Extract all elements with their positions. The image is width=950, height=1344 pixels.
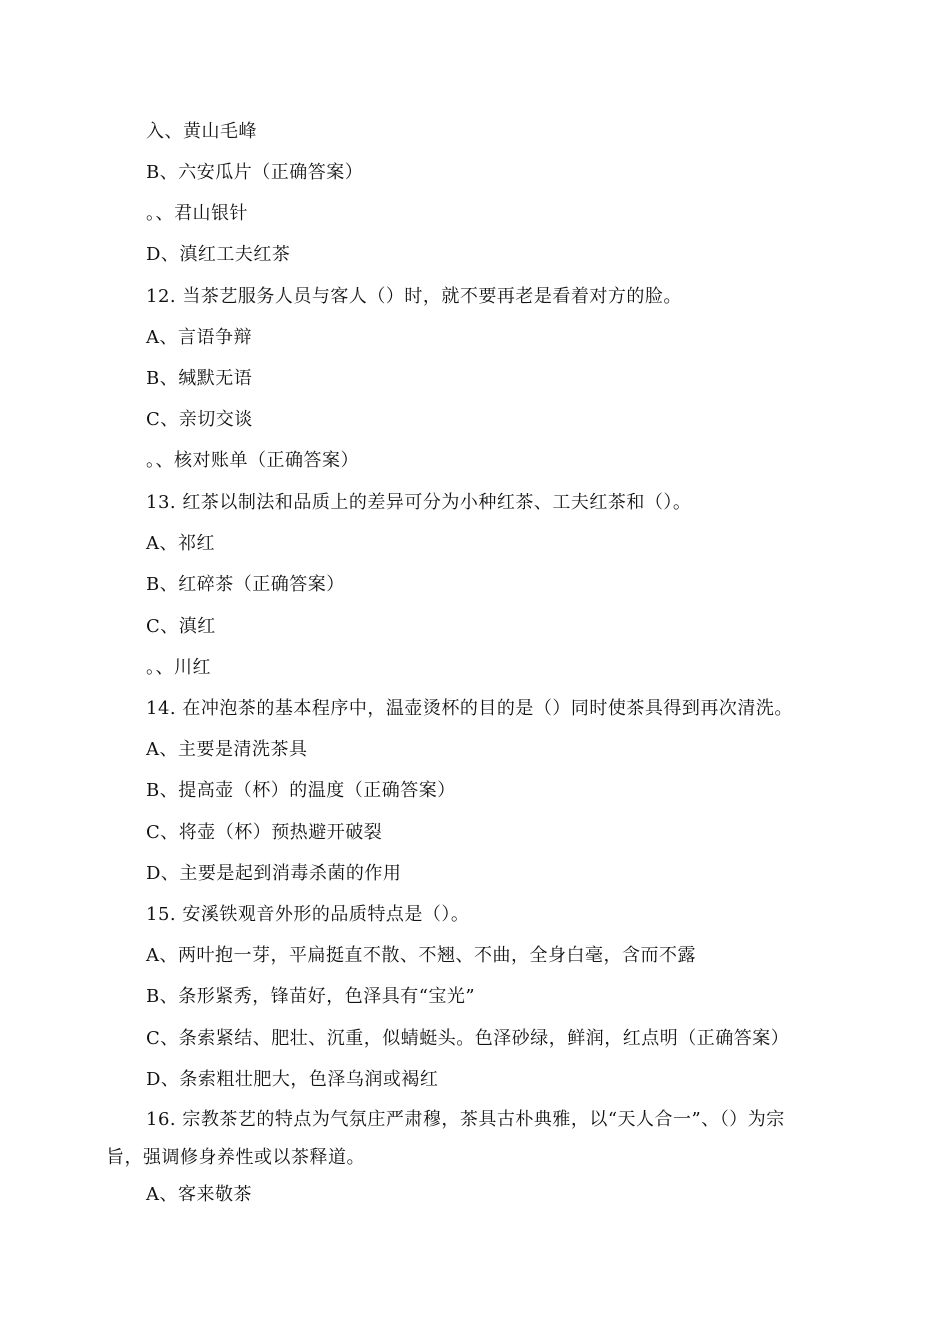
option-text: D、主要是起到消毒杀菌的作用 [146, 863, 402, 884]
option-text: A、客来敬茶 [146, 1184, 252, 1205]
question-line: 16. 宗教茶艺的特点为气氛庄严肃穆，茶具古朴典雅，以“天人合一”、（）为宗 [146, 1109, 785, 1130]
option-text: B、条形紧秀，锋苗好，色泽具有“宝光” [146, 986, 476, 1007]
option-text: 入、黄山毛峰 [146, 121, 257, 142]
option-text: B、提高壶（杯）的温度（正确答案） [146, 780, 456, 801]
option-text: 。、君山银针 [146, 203, 248, 224]
question-text: 15. 安溪铁观音外形的品质特点是（）。 [146, 904, 470, 925]
option-text: A、言语争辩 [146, 327, 252, 348]
option-text: D、滇红工夫红茶 [146, 244, 291, 265]
option-text: C、将壶（杯）预热避开破裂 [146, 822, 383, 843]
question-line-continued: 旨，强调修身养性或以茶释道。 [106, 1147, 365, 1168]
option-text: A、主要是清洗茶具 [146, 739, 308, 760]
option-text: 。、川红 [146, 657, 211, 678]
option-text: A、祁红 [146, 533, 215, 554]
option-text: D、条索粗壮肥大，色泽乌润或褐红 [146, 1069, 439, 1090]
question-text: 14. 在冲泡茶的基本程序中，温壶烫杯的目的是（）同时使茶具得到再次清洗。 [146, 698, 793, 719]
question-text: 12. 当茶艺服务人员与客人（）时，就不要再老是看着对方的脸。 [146, 286, 682, 307]
option-text: 。、核对账单（正确答案） [146, 450, 359, 471]
option-text: C、条索紧结、肥壮、沉重，似蜻蜓头。色泽砂绿，鲜润，红点明（正确答案） [146, 1028, 790, 1049]
question-text: 13. 红茶以制法和品质上的差异可分为小种红茶、工夫红茶和（）。 [146, 492, 692, 513]
option-text: B、红碎茶（正确答案） [146, 574, 345, 595]
question-text [106, 1101, 836, 1177]
option-text: C、亲切交谈 [146, 409, 253, 430]
option-text: A、两叶抱一芽，平扁挺直不散、不翘、不曲，全身白毫，含而不露 [146, 945, 696, 966]
option-text: C、滇红 [146, 616, 216, 637]
option-text: B、六安瓜片（正确答案） [146, 162, 364, 183]
option-text: B、缄默无语 [146, 368, 253, 389]
